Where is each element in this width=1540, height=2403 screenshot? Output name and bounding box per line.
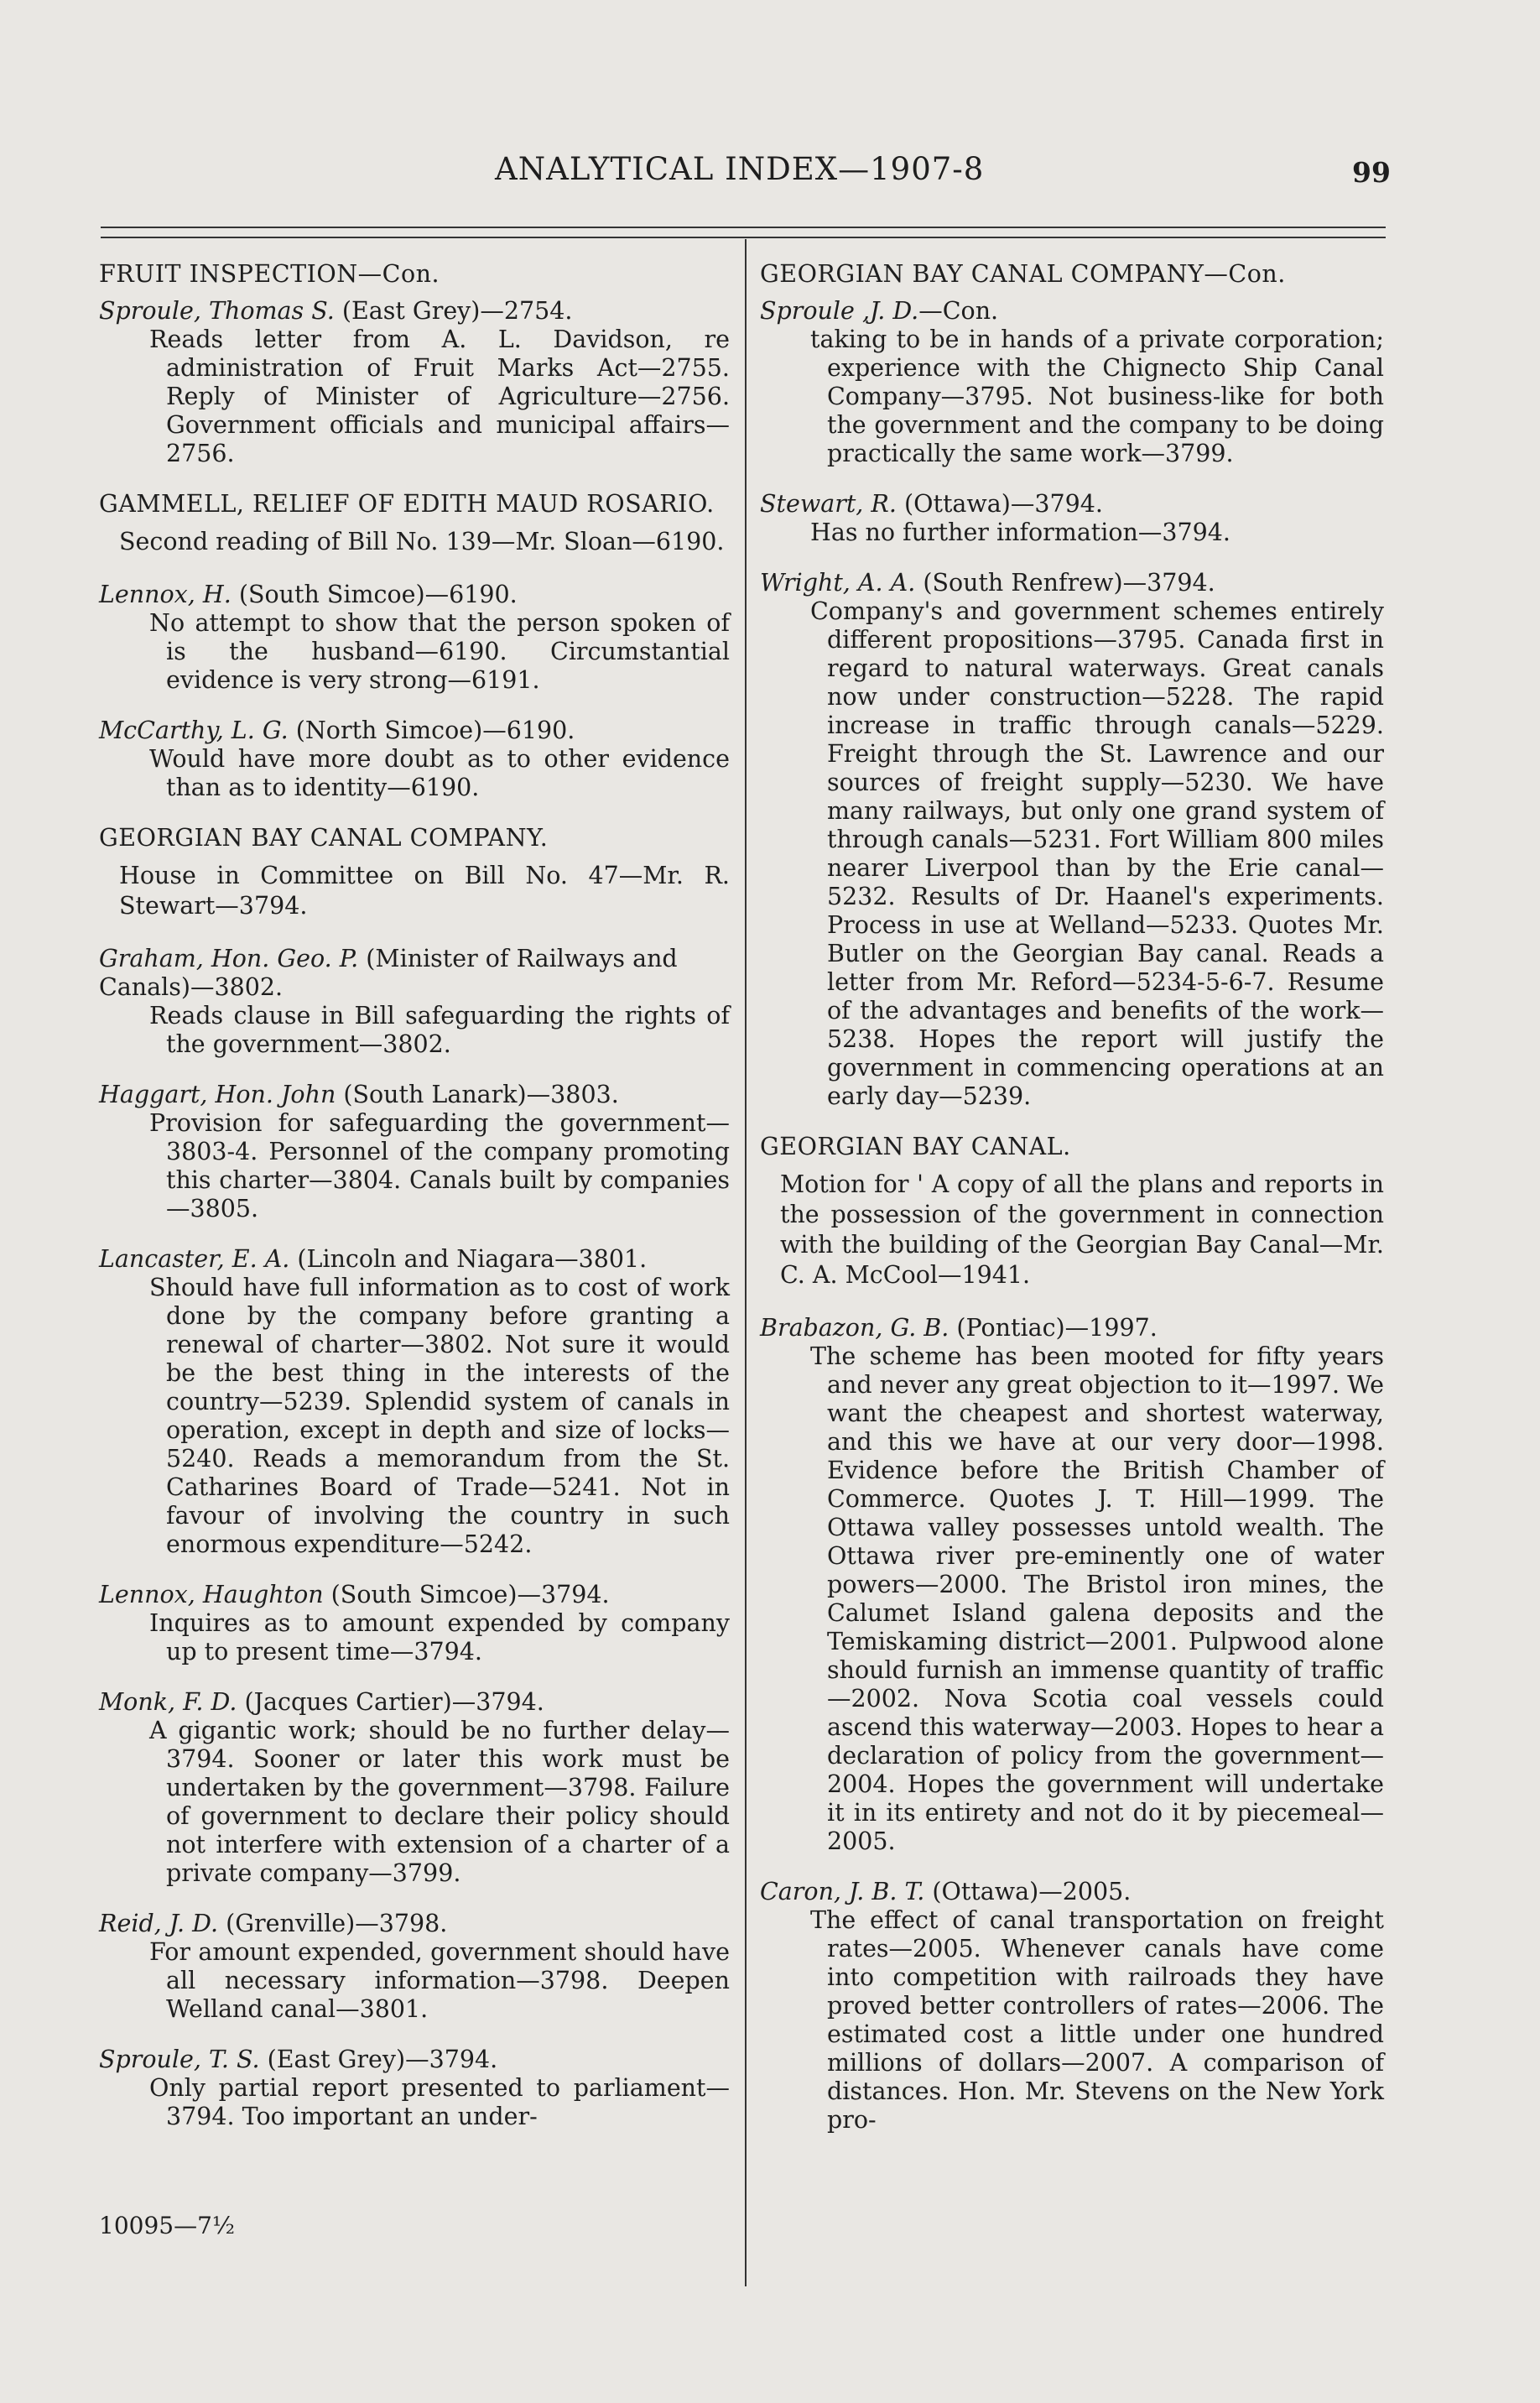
speaker <box>99 945 730 1002</box>
speaker-name: Sproule, Thomas S. <box>99 297 335 325</box>
speaker-riding: —Con. <box>918 297 999 325</box>
speaker <box>99 2046 730 2074</box>
speaker <box>760 1878 1384 1906</box>
speaker-name: Caron, J. B. T. <box>760 1878 925 1905</box>
section-heading: GEORGIAN BAY CANAL COMPANY—Con. <box>760 260 1286 288</box>
speaker-riding: (South Lanark)—3803. <box>336 1081 619 1108</box>
speaker-name: Haggart, Hon. John <box>99 1081 336 1108</box>
speaker <box>760 1314 1384 1342</box>
left-column <box>99 260 730 2153</box>
index-entry <box>760 569 1384 1111</box>
section-heading: GEORGIAN BAY CANAL COMPANY. <box>99 824 549 852</box>
speaker-riding: (South Renfrew)—3794. <box>915 569 1215 597</box>
speech-summary: Inquires as to amount expended by company up to present time—3794. <box>149 1609 730 1665</box>
speaker-name: Monk, F. D. <box>99 1688 237 1716</box>
index-entry <box>99 945 730 1059</box>
index-entry <box>99 1245 730 1559</box>
speaker-name: Reid, J. D. <box>99 1910 219 1937</box>
speech-summary: The effect of canal transportation on freight rates—2005. Whenever canals have come into competition with railroads they have proved better controllers of rates—2006. The estimated cost a little under one hundred millions of dollars—2007. A comparison of distances. Hon. Mr. Stevens on the New York pro- <box>810 1906 1384 2134</box>
header-rule-right <box>748 227 1386 238</box>
index-entry <box>99 1581 730 1666</box>
speaker-riding: (East Grey)—2754. <box>334 297 573 325</box>
speaker <box>760 569 1384 597</box>
index-entry <box>99 581 730 695</box>
speaker <box>99 297 730 326</box>
speaker <box>99 581 730 609</box>
index-entry <box>99 297 730 468</box>
speaker-riding: (South Simcoe)—6190. <box>231 581 518 608</box>
speaker <box>760 297 1384 326</box>
speaker-riding: (Pontiac)—1997. <box>949 1314 1158 1342</box>
speech-summary: Reads clause in Bill safeguarding the rights of the government—3802. <box>149 1002 730 1058</box>
section-heading: GAMMELL, RELIEF OF EDITH MAUD ROSARIO. <box>99 490 715 518</box>
speaker-name: Wright, A. A. <box>760 569 916 597</box>
motion-text: House in Committee on Bill No. 47—Mr. R. Stewart—3794. <box>119 862 730 920</box>
speech-summary: No attempt to show that the person spoken of is the husband—6190. Circumstantial evidence is very strong—6191. <box>149 609 730 694</box>
column-divider <box>745 239 747 2286</box>
speaker-riding: (Ottawa)—3794. <box>896 490 1103 518</box>
section-heading: FRUIT INSPECTION—Con. <box>99 260 440 288</box>
speaker-riding: (Minister of Railways and Canals)—3802. <box>99 945 678 1001</box>
speaker <box>99 717 730 745</box>
printer-signature: 10095—7½ <box>99 2212 236 2239</box>
index-entry <box>99 2046 730 2131</box>
speaker-name: Stewart, R. <box>760 490 897 518</box>
index-entry <box>760 1314 1384 1856</box>
speaker-name: McCarthy, L. G. <box>99 717 289 744</box>
speech-summary: taking to be in hands of a private corporation; experience with the Chignecto Ship Canal Company—3795. Not business-like for both the government and the company to be doing practically the same work—3799. <box>810 326 1384 467</box>
page-number: 99 <box>1352 156 1391 189</box>
speaker-name: Brabazon, G. B. <box>760 1314 949 1342</box>
speaker-name: Lancaster, E. A. <box>99 1245 290 1273</box>
speaker-name: Sproule ,J. D. <box>760 297 919 325</box>
index-entry <box>760 297 1384 468</box>
right-column <box>760 260 1384 2156</box>
index-entry <box>99 1688 730 1888</box>
speech-summary: Reads letter from A. L. Davidson, re administration of Fruit Marks Act—2755. Reply of Minister of Agriculture—2756. Government officials and municipal affairs—2756. <box>149 326 730 467</box>
speech-summary: A gigantic work; should be no further delay—3794. Sooner or later this work must be undertaken by the government—3798. Failure of government to declare their policy should not interfere with extension of a charter of a private company—3799. <box>149 1717 730 1887</box>
page-header <box>0 151 1540 201</box>
speaker <box>99 1910 730 1938</box>
header-rule-left <box>101 227 748 238</box>
speech-summary: For amount expended, government should have all necessary information—3798. Deepen Welland canal—3801. <box>149 1938 730 2023</box>
motion-text: Second reading of Bill No. 139—Mr. Sloan—6190. <box>119 528 725 555</box>
speech-summary: Provision for safeguarding the government—3803-4. Personnel of the company promoting this charter—3804. Canals built by companies—3805. <box>149 1109 730 1222</box>
speech-summary: Has no further information—3794. <box>810 519 1230 546</box>
index-entry <box>99 717 730 802</box>
speaker-name: Lennox, H. <box>99 581 232 608</box>
speaker-riding: (Ottawa)—2005. <box>924 1878 1132 1905</box>
speaker-name: Lennox, Haughton <box>99 1581 324 1608</box>
speech-summary: Only partial report presented to parliament—3794. Too important an under- <box>149 2074 730 2130</box>
speaker-riding: (Jacques Cartier)—3794. <box>237 1688 544 1716</box>
speech-summary: Would have more doubt as to other evidence than as to identity—6190. <box>149 745 730 801</box>
speaker-riding: (Grenville)—3798. <box>218 1910 448 1937</box>
speech-summary: The scheme has been mooted for fifty years and never any great objection to it—1997. We want the cheapest and shortest waterway, and this we have at our very door—1998. Evidence before the British Chamber of Commerce. Quotes J. T. Hill—1999. The Ottawa valley possesses untold wealth. The Ottawa river pre-eminently one of water powers—2000. The Bristol iron mines, the Calumet Island galena deposits and the Temiskaming district—2001. Pulpwood alone should furnish an immense quantity of traffic—2002. Nova Scotia coal vessels could ascend this waterway—2003. Hopes to hear a declaration of policy from the government—2004. Hopes the government will undertake it in its entirety and not do it by piecemeal—2005. <box>810 1342 1384 1855</box>
speaker-riding: (South Simcoe)—3794. <box>323 1581 610 1608</box>
speaker-name: Graham, Hon. Geo. P. <box>99 945 359 972</box>
speaker-name: Sproule, T. S. <box>99 2046 260 2073</box>
speaker <box>760 490 1384 519</box>
speaker-riding: (North Simcoe)—6190. <box>288 717 575 744</box>
index-entry <box>760 490 1384 547</box>
index-entry <box>760 1878 1384 2135</box>
speaker <box>99 1688 730 1717</box>
index-entry <box>99 1910 730 2024</box>
speaker-riding: (East Grey)—3794. <box>259 2046 498 2073</box>
speech-summary: Company's and government schemes entirely different propositions—3795. Canada first in regard to natural waterways. Great canals now under construction—5228. The rapid increase in traffic through canals—5229. Freight through the St. Lawrence and our sources of freight supply—5230. We have many railways, but only one grand system of through canals—5231. Fort William 800 miles nearer Liverpool than by the Erie canal—5232. Results of Dr. Haanel's experiments. Process in use at Welland—5233. Quotes Mr. Butler on the Georgian Bay canal. Reads a letter from Mr. Reford—5234-5-6-7. Resume of the advantages and benefits of the work—5238. Hopes the report will justify the government in commencing operations at an early day—5239. <box>810 597 1384 1110</box>
section-heading: GEORGIAN BAY CANAL. <box>760 1133 1071 1160</box>
speaker-riding: (Lincoln and Niagara—3801. <box>289 1245 648 1273</box>
index-entry <box>99 1081 730 1223</box>
speaker <box>99 1081 730 1109</box>
speaker <box>99 1245 730 1274</box>
speaker <box>99 1581 730 1609</box>
running-title: ANALYTICAL INDEX—1907-8 <box>495 151 985 187</box>
motion-text: Motion for ' A copy of all the plans and reports in the possession of the government in connection with the building of the Georgian Bay Canal—Mr. C. A. McCool—1941. <box>780 1170 1384 1289</box>
speech-summary: Should have full information as to cost of work done by the company before granting a renewal of charter—3802. Not sure it would be the best thing in the interests of the country—5239. Splendid system of canals in operation, except in depth and size of locks—5240. Reads a memorandum from the St. Catharines Board of Trade—5241. Not in favour of involving the country in such enormous expenditure—5242. <box>149 1274 730 1558</box>
